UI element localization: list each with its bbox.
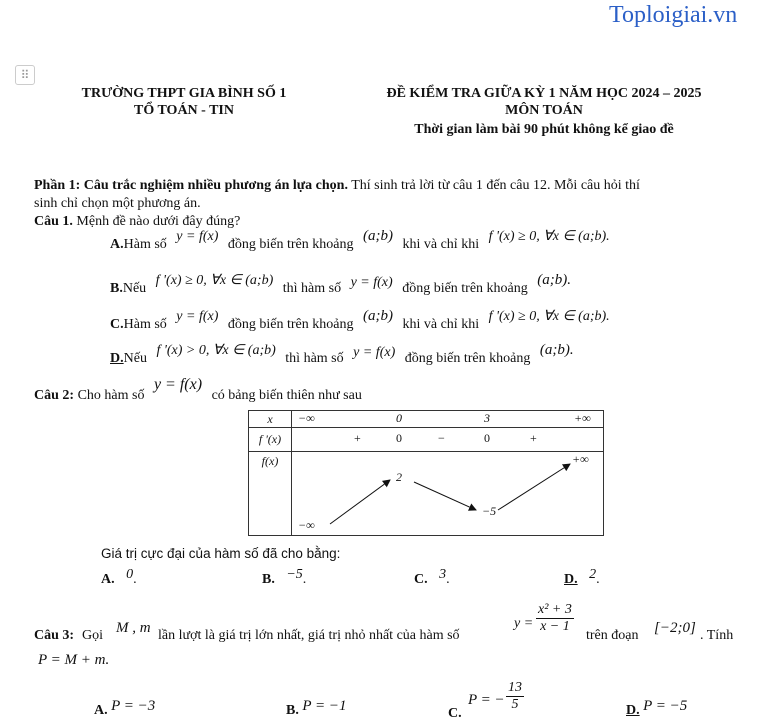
option-text: đồng biến trên khoảng — [404, 351, 531, 366]
row-x-label: x — [249, 411, 292, 428]
option-text: thì hàm số — [285, 351, 344, 366]
sign: + — [530, 431, 537, 445]
q2-stem — [34, 376, 362, 404]
q3-option-b[interactable] — [286, 698, 347, 719]
time-note: Thời gian làm bài 90 phút không kể giao đề — [414, 122, 674, 137]
option-text: khi và chỉ khi — [402, 317, 480, 332]
option-label: A. — [94, 703, 108, 718]
option-label: A. — [101, 572, 115, 587]
q3-option-a[interactable] — [94, 698, 156, 719]
part1-desc-cont: sinh chỉ chọn một phương án. — [34, 196, 201, 211]
q1-label: Câu 1. — [34, 214, 73, 229]
option-label: C. — [110, 317, 124, 332]
f-value: −∞ — [298, 518, 315, 532]
option-text: Hàm số — [123, 317, 167, 332]
math-condition: f '(x) ≥ 0, ∀x ∈ (a;b). — [488, 229, 610, 244]
option-fraction — [506, 680, 524, 713]
option-text: thì hàm số — [282, 281, 342, 296]
arrow-decreasing — [414, 482, 476, 510]
x-value: +∞ — [574, 411, 591, 425]
math-segment: [−2;0] — [654, 620, 696, 636]
q2-text: có bảng biến thiên như sau — [211, 388, 362, 403]
math-condition: f '(x) ≥ 0, ∀x ∈ (a;b) — [155, 273, 274, 288]
q1-option-c[interactable] — [110, 308, 610, 333]
option-label: C. — [414, 572, 428, 587]
q2-label: Câu 2: — [34, 388, 75, 403]
option-label: B. — [110, 281, 123, 296]
x-value: −∞ — [298, 411, 315, 425]
option-text: khi và chỉ khi — [402, 237, 480, 252]
f-value: −5 — [482, 504, 497, 518]
option-text: Nếu — [122, 281, 147, 296]
math-fx: y = f(x) — [176, 229, 219, 244]
option-value: −5 — [286, 567, 303, 582]
option-value: P = −3 — [111, 698, 156, 714]
row-fprime-label: f '(x) — [249, 428, 292, 452]
q3-label: Câu 3: — [34, 628, 75, 643]
q2-option-a[interactable]: A. 0. — [101, 567, 137, 587]
exam-title: ĐỀ KIỂM TRA GIỮA KỲ 1 NĂM HỌC 2024 – 2025 — [386, 86, 702, 101]
math-interval: (a;b) — [362, 308, 393, 324]
math-interval: (a;b) — [362, 228, 393, 244]
q1-text: Mệnh đề nào dưới đây đúng? — [76, 214, 241, 229]
math-fx: y = f(x) — [353, 345, 396, 360]
q1-option-d[interactable] — [110, 342, 574, 367]
math-y-eq: y = — [514, 616, 534, 631]
option-label-correct: D. — [626, 703, 640, 718]
q1-stem — [34, 214, 240, 230]
sign: 0 — [484, 431, 490, 445]
x-value: 3 — [484, 411, 490, 425]
subject: MÔN TOÁN — [505, 103, 583, 118]
fraction-numerator: x² + 3 — [538, 602, 572, 617]
option-label-correct: D. — [564, 572, 578, 587]
option-text: đồng biến trên khoảng — [402, 281, 528, 296]
school-name: TRƯỜNG THPT GIA BÌNH SỐ 1 — [81, 86, 287, 101]
q3-text: lần lượt là giá trị lớn nhất, giá trị nhỏ nhất của hàm số — [158, 628, 460, 643]
option-value: P = −1 — [302, 698, 347, 714]
math-mm: M , m — [116, 620, 151, 636]
q3-text: trên đoạn — [586, 628, 639, 643]
q3-text: Gọi — [82, 628, 103, 643]
f-value: +∞ — [572, 452, 589, 466]
math-interval: (a;b). — [537, 272, 572, 288]
option-label: B. — [262, 572, 275, 587]
math-condition: f '(x) ≥ 0, ∀x ∈ (a;b). — [488, 309, 610, 324]
x-value: 0 — [396, 411, 402, 425]
sign: 0 — [396, 431, 402, 445]
q1-option-a[interactable] — [110, 228, 610, 253]
f-values-cell — [292, 452, 604, 536]
arrow-increasing — [330, 480, 390, 524]
variation-table — [248, 410, 604, 536]
q1-option-b[interactable] — [110, 272, 572, 297]
part1-desc: Thí sinh trả lời từ câu 1 đến câu 12. Mỗi câu hỏi thí — [351, 178, 640, 193]
drag-handle-icon[interactable]: ⠿ — [15, 65, 35, 85]
q2-question: Giá trị cực đại của hàm số đã cho bằng: — [101, 546, 341, 561]
part1-title: Phần 1: Câu trắc nghiệm nhiều phương án lựa chọn. — [34, 178, 348, 193]
brand-logo-text[interactable]: Toploigiai.vn — [609, 2, 738, 28]
option-value: 2 — [589, 567, 597, 582]
arrow-increasing — [498, 464, 570, 510]
part1-heading — [34, 178, 640, 194]
option-value: 0 — [126, 567, 134, 582]
math-fx: y = f(x) — [153, 376, 203, 393]
fraction-denominator: x − 1 — [540, 619, 570, 634]
f-value: 2 — [396, 470, 402, 484]
math-fraction — [536, 602, 574, 635]
q2-option-d[interactable]: D. 2. — [564, 567, 600, 587]
option-label: C. — [448, 706, 462, 721]
option-text: Hàm số — [123, 237, 167, 252]
x-values-cell — [292, 411, 604, 428]
fraction-numerator: 13 — [508, 680, 522, 695]
math-interval: (a;b). — [539, 342, 574, 358]
sign-cell — [292, 428, 604, 452]
option-label-correct: D. — [110, 351, 124, 366]
q3-formula: P = M + m. — [38, 652, 110, 668]
option-label: B. — [286, 703, 299, 718]
variation-arrows — [292, 452, 604, 536]
option-text: đồng biến trên khoảng — [227, 317, 354, 332]
department: TỔ TOÁN - TIN — [134, 103, 234, 118]
option-text: Nếu — [123, 351, 147, 366]
option-value: P = − — [468, 692, 505, 708]
q3-text: . Tính — [700, 628, 734, 643]
option-value: 3 — [439, 567, 447, 582]
math-condition: f '(x) > 0, ∀x ∈ (a;b) — [156, 343, 276, 358]
math-fx: y = f(x) — [176, 309, 219, 324]
q2-option-c[interactable]: C. 3. — [414, 567, 450, 587]
q3-option-d[interactable] — [626, 698, 688, 719]
q2-text: Cho hàm số — [77, 388, 145, 403]
option-text: đồng biến trên khoảng — [227, 237, 354, 252]
option-value: P = −5 — [643, 698, 688, 714]
sign: − — [438, 431, 445, 445]
q2-option-b[interactable]: B. −5. — [262, 567, 307, 587]
row-f-label: f(x) — [249, 452, 292, 536]
math-fx: y = f(x) — [350, 275, 393, 290]
option-label: A. — [110, 237, 124, 252]
sign: + — [354, 431, 361, 445]
fraction-denominator: 5 — [511, 697, 519, 712]
